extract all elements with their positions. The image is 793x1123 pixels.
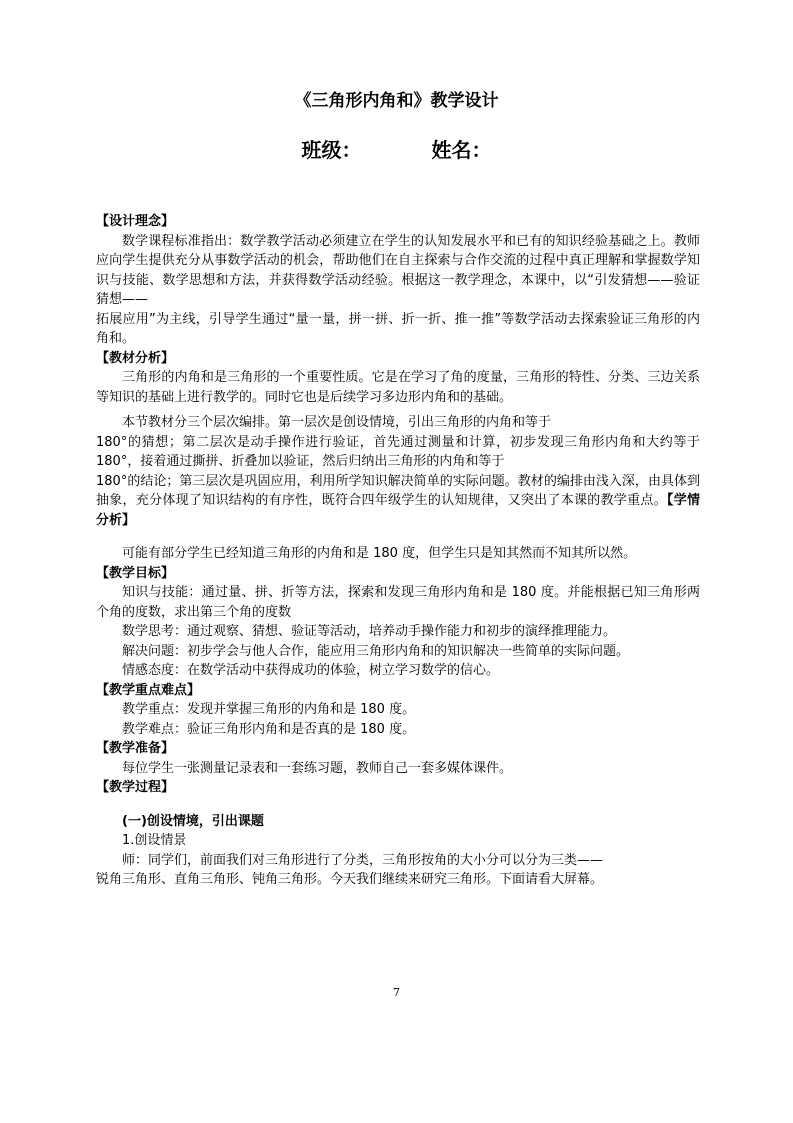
material-analysis-paragraph-2c	[96, 472, 700, 531]
design-concept-paragraph-2: 拓展应用”为主线，引导学生通过“量一量，拼一拼、折一折、推一推”等数学活动去探索验证三角形的内角和。	[96, 311, 700, 346]
process-step-1-subtitle: 1.创设情景	[122, 833, 187, 848]
material-analysis-paragraph: 三角形的内角和是三角形的一个重要性质。它是在学习了角的度量，三角形的特性、分类、三边关系等知识的基础上进行教学的。同时它也是后续学习多边形内角和的基础。	[96, 370, 700, 405]
material-analysis-heading: 【教材分析】	[96, 350, 175, 366]
key-points-heading: 【教学重点难点】	[96, 682, 201, 698]
name-label: 姓名：	[431, 138, 492, 162]
preparation-heading: 【教学准备】	[96, 741, 175, 756]
teacher-dialogue-line-2: 锐角三角形、直角三角形、钝角三角形。今天我们继续来研究三角形。下面请看大屏幕。	[96, 872, 604, 887]
objective-emotion: 情感态度：在数学活动中获得成功的体验，树立学习数学的信心。	[122, 663, 500, 678]
objective-problem-solving: 解决问题：初步学会与他人合作，能应用三角形内角和的知识解决一些简单的实际问题。	[122, 643, 630, 659]
document-body	[96, 212, 700, 890]
objective-thinking: 数学思考：通过观察、猜想、验证等活动，培养动手操作能力和初步的演绎推理能力。	[122, 624, 617, 639]
material-analysis-paragraph-2a: 本节教材分三个层次编排。第一层次是创设情境，引出三角形的内角和等于	[122, 415, 552, 430]
material-analysis-text: 180°的结论；第三层次是巩固应用，利用所学知识解决简单的实际问题。教材的编排由浅入深，由具体到抽象，充分体现了知识结构的有序性，既符合四年级学生的认知规律，又突出了本课的教学重点。	[96, 473, 700, 508]
document-title: 《三角形内角和》教学设计	[294, 91, 499, 111]
design-concept-paragraph: 数学课程标准指出：数学教学活动必须建立在学生的认知发展水平和已有的知识经验基础之上。教师应向学生提供充分从事数学活动的机会，帮助他们在自主探索与合作交流的过程中真正理解和掌握数学知识与技能、数学思想和方法，并获得数学活动经验。根据这一教学理念，本课中，以“引发猜想——验证猜想——	[96, 233, 700, 307]
page-number: 7	[393, 986, 400, 999]
design-concept-heading: 【设计理念】	[96, 214, 175, 229]
key-point: 教学重点：发现并掌握三角形的内角和是 180 度。	[122, 702, 416, 717]
student-analysis-heading: 【学情分析】	[96, 493, 700, 528]
objectives-heading: 【教学目标】	[96, 565, 175, 581]
material-analysis-paragraph-2b: 180°的猜想；第二层次是动手操作进行验证，首先通过测量和计算，初步发现三角形内角和大约等于 180°，接着通过撕拼、折叠加以验证，然后归纳出三角形的内角和等于	[96, 434, 700, 469]
student-analysis-paragraph: 可能有部分学生已经知道三角形的内角和是 180 度，但学生只是知其然而不知其所以然。	[122, 546, 637, 561]
process-heading: 【教学过程】	[96, 780, 175, 795]
class-label: 班级：	[301, 138, 362, 162]
teacher-dialogue-line-1: 师：同学们，前面我们对三角形进行了分类，三角形按角的大小分可以分为三类——	[122, 852, 604, 868]
objective-knowledge: 知识与技能：通过量、拼、折等方法，探索和发现三角形内角和是 180 度。并能根据已知三角形两个角的度数，求出第三个角的度数	[96, 585, 700, 620]
process-step-1-title: (一)创设情境，引出课题	[122, 813, 264, 829]
student-info-line	[0, 134, 793, 163]
difficulty-point: 教学难点：验证三角形内角和是否真的是 180 度。	[122, 721, 416, 737]
preparation-paragraph: 每位学生一张测量记录表和一套练习题，教师自己一套多媒体课件。	[122, 760, 513, 776]
